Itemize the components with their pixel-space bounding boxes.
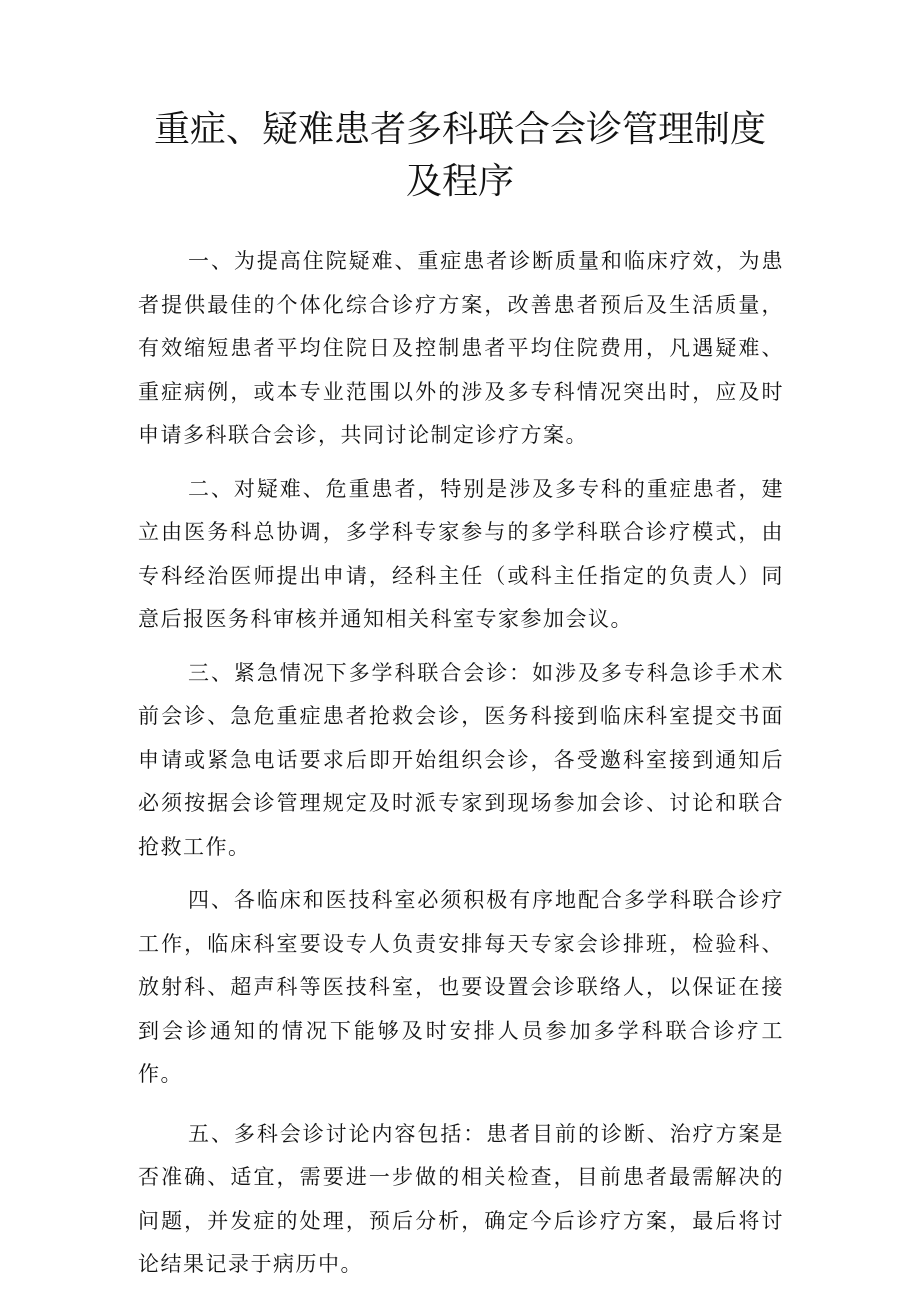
paragraph-5: 五、多科会诊讨论内容包括：患者目前的诊断、治疗方案是否准确、适宜，需要进一步做的相关检查，目前患者最需解决的问题，并发症的处理，预后分析，确定今后诊疗方案，最后将讨论结果记录于病历中。: [138, 1121, 784, 1276]
paragraph-1: 一、为提高住院疑难、重症患者诊断质量和临床疗效，为患者提供最佳的个体化综合诊疗方案，改善患者预后及生活质量，有效缩短患者平均住院日及控制患者平均住院费用，凡遇疑难、重症病例，或本专业范围以外的涉及多专科情况突出时，应及时申请多科联合会诊，共同讨论制定诊疗方案。: [138, 249, 784, 447]
document-body: [138, 240, 784, 1287]
paragraph-3: 三、紧急情况下多学科联合会诊：如涉及多专科急诊手术术前会诊、急危重症患者抢救会诊，医务科接到临床科室提交书面申请或紧急电话要求后即开始组织会诊，各受邀科室接到通知后必须按据会诊管理规定及时派专家到现场参加会诊、讨论和联合抢救工作。: [138, 660, 784, 859]
paragraph-4: 四、各临床和医技科室必须积极有序地配合多学科联合诊疗工作，临床科室要设专人负责安排每天专家会诊排班，检验科、放射科、超声科等医技科室，也要设置会诊联络人，以保证在接到会诊通知的情况下能够及时安排人员参加多学科联合诊疗工作。: [138, 888, 784, 1086]
document-title: 重症、疑难患者多科联合会诊管理制度及程序: [153, 109, 766, 202]
paragraph-2: 二、对疑难、危重患者，特别是涉及多专科的重症患者，建立由医务科总协调，多学科专家参与的多学科联合诊疗模式，由专科经治医师提出申请，经科主任（或科主任指定的负责人）同意后报医务科审核并通知相关科室专家参加会议。: [138, 476, 784, 631]
